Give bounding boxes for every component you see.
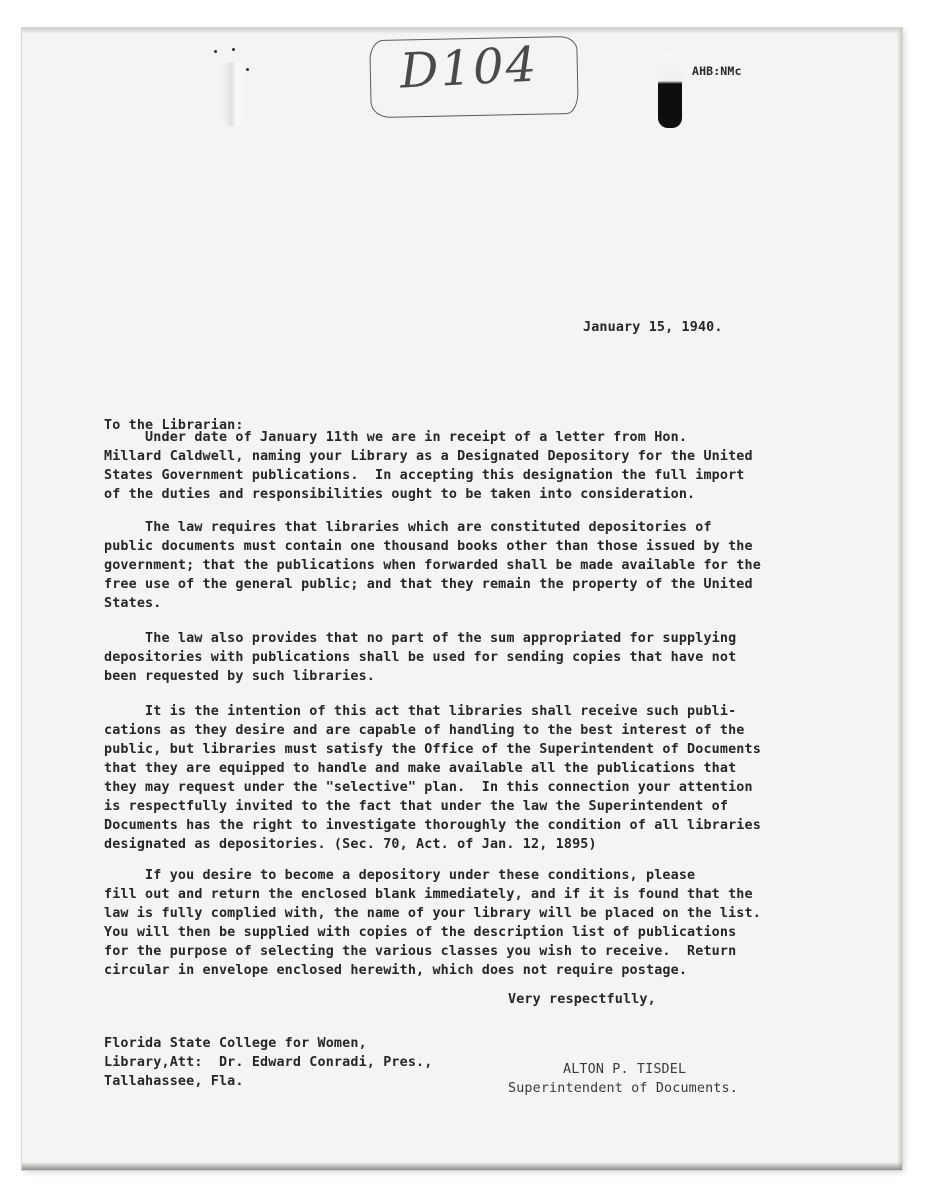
paragraph-line: Documents has the right to investigate thoroughly the condition of all libraries — [104, 818, 761, 833]
paragraph-line: designated as depositories. (Sec. 70, Act. of Jan. 12, 1895) — [104, 837, 597, 852]
paragraph-line: It is the intention of this act that libraries shall receive such publi- — [104, 704, 737, 719]
paragraph-line: public documents must contain one thousand books other than those issued by the — [104, 539, 753, 554]
punch-hole — [658, 52, 682, 128]
paragraph-line: Under date of January 11th we are in receipt of a letter from Hon. — [104, 430, 688, 445]
addressee-line: Florida State College for Women, — [104, 1036, 367, 1051]
page-edge-shadow — [22, 28, 902, 34]
page-edge-shadow — [897, 28, 902, 1170]
paragraph-line: States Government publications. In accepting this designation the full import — [104, 468, 745, 483]
paragraph-line: cations as they desire and are capable of handling to the best interest of the — [104, 723, 745, 738]
paragraph-line: States. — [104, 596, 162, 611]
signature-title: Superintendent of Documents. — [508, 1081, 738, 1096]
paragraph-line: fill out and return the enclosed blank immediately, and if it is found that the — [104, 887, 753, 902]
speck — [214, 50, 217, 53]
paragraph-line: is respectfully invited to the fact that under the law the Superintendent of — [104, 799, 729, 814]
speck — [232, 48, 235, 51]
paragraph-line: The law requires that libraries which are constituted depositories of — [104, 520, 712, 535]
salutation: To the Librarian: — [104, 418, 244, 433]
paragraph-line: Millard Caldwell, naming your Library as a Designated Depository for the United — [104, 449, 753, 464]
reference-initials: AHB:NMc — [692, 64, 742, 78]
paragraph-line: free use of the general public; and that they remain the property of the United — [104, 577, 753, 592]
paragraph-line: public, but libraries must satisfy the Office of the Superintendent of Documents — [104, 742, 761, 757]
closing: Very respectfully, — [508, 992, 656, 1007]
addressee-line: Tallahassee, Fla. — [104, 1074, 244, 1089]
paragraph-line: government; that the publications when forwarded shall be made available for the — [104, 558, 761, 573]
paragraph-line: The law also provides that no part of the sum appropriated for supplying — [104, 631, 737, 646]
paragraph-line: depositories with publications shall be used for sending copies that have not — [104, 650, 737, 665]
staple-mark — [222, 62, 246, 126]
paragraph-line: for the purpose of selecting the various classes you wish to receive. Return — [104, 944, 737, 959]
addressee-line: Library,Att: Dr. Edward Conradi, Pres., — [104, 1055, 433, 1070]
speck — [246, 68, 249, 71]
paragraph-line: they may request under the "selective" plan. In this connection your attention — [104, 780, 753, 795]
paragraph-line: of the duties and responsibilities ought to be taken into consideration. — [104, 487, 696, 502]
letter-date: January 15, 1940. — [583, 320, 723, 335]
paragraph-line: been requested by such libraries. — [104, 669, 375, 684]
paragraph-line: circular in envelope enclosed herewith, which does not require postage. — [104, 963, 688, 978]
paragraph-line: that they are equipped to handle and make available all the publications that — [104, 761, 737, 776]
paragraph-line: law is fully complied with, the name of your library will be placed on the list. — [104, 906, 761, 921]
paragraph-line: You will then be supplied with copies of the description list of publications — [104, 925, 737, 940]
paragraph-line: If you desire to become a depository under these conditions, please — [104, 868, 696, 883]
file-number: D104 — [398, 36, 540, 100]
signature-name: ALTON P. TISDEL — [563, 1062, 687, 1077]
page-edge-shadow — [22, 1162, 902, 1170]
